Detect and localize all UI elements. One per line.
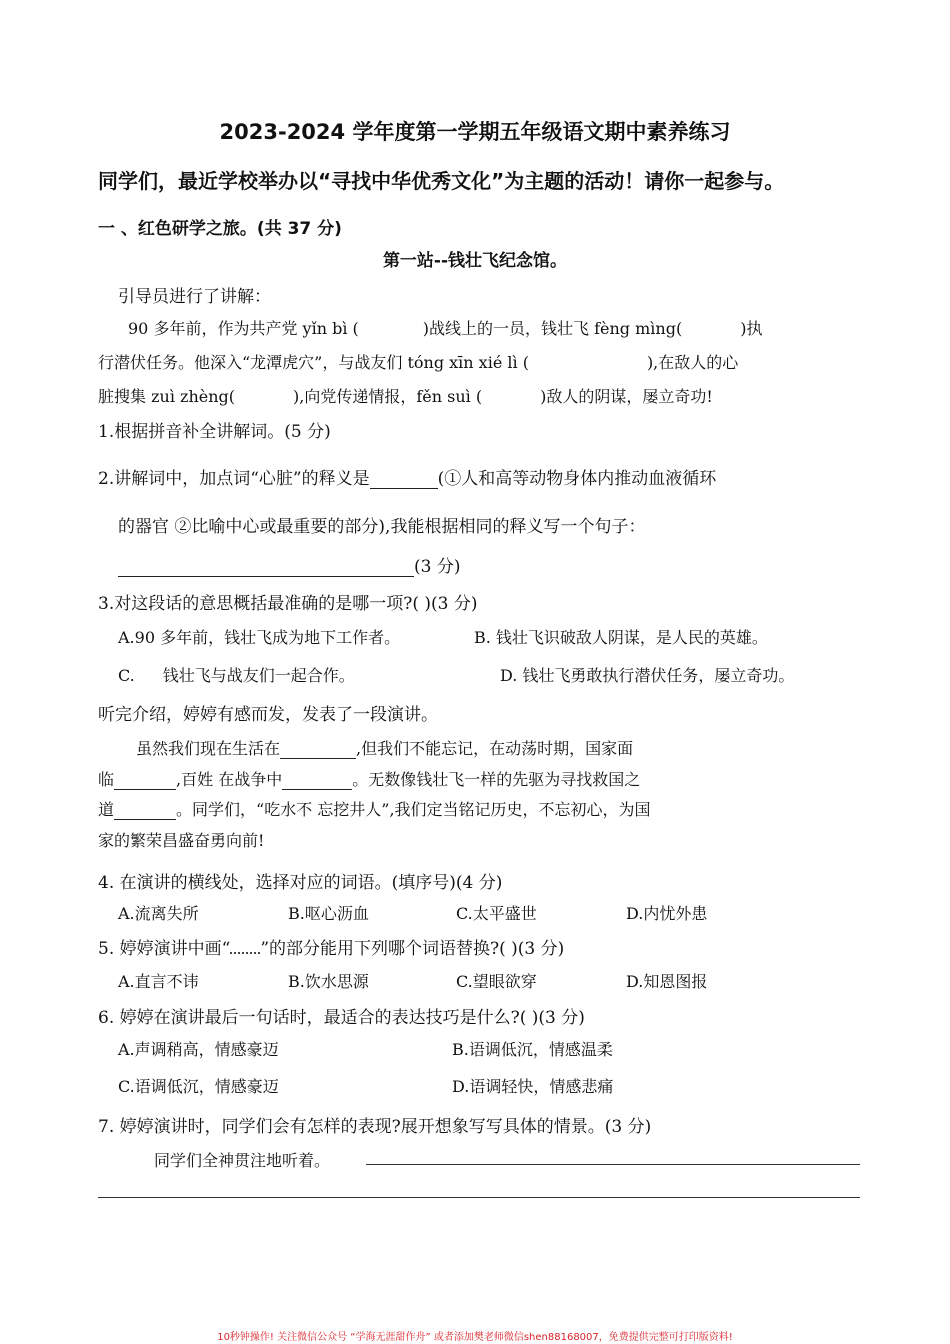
speech-line-1: 虽然我们现在生活在 ,但我们不能忘记，在动荡时期，国家面 xyxy=(136,739,634,758)
question-4: 4. 在演讲的横线处，选择对应的词语。(填序号)(4 分) xyxy=(98,873,503,893)
answer-line-1[interactable] xyxy=(366,1164,860,1165)
answer-line[interactable] xyxy=(118,558,414,577)
speech-blank-4[interactable] xyxy=(114,801,176,820)
answer-blank[interactable] xyxy=(370,470,438,489)
question-6: 6. 婷婷在演讲最后一句话时，最适合的表达技巧是什么?( )(3 分) xyxy=(98,1008,585,1028)
question-2-cont: 的器官 ②比喻中心或最重要的部分),我能根据相同的释义写一个句子： xyxy=(118,517,646,537)
q7-starter: 同学们全神贯注地听着。 xyxy=(154,1151,331,1170)
q3-option-b[interactable]: B. 钱壮飞识破敌人阴谋，是人民的英雄。 xyxy=(474,628,768,647)
q6-option-b[interactable]: B.语调低沉，情感温柔 xyxy=(452,1040,613,1059)
question-2-answer-line: (3 分) xyxy=(118,552,460,577)
q5-option-a[interactable]: A.直言不讳 xyxy=(118,972,199,991)
q5-option-d[interactable]: D.知恩图报 xyxy=(626,972,708,991)
after-talk-text: 听完介绍，婷婷有感而发，发表了一段演讲。 xyxy=(98,705,438,725)
station-title: 第一站--钱壮飞纪念馆。 xyxy=(382,251,568,271)
speech-line-4: 家的繁荣昌盛奋勇向前! xyxy=(98,831,265,850)
speech-blank-1[interactable] xyxy=(280,740,356,759)
question-7: 7. 婷婷演讲时，同学们会有怎样的表现?展开想象写写具体的情景。(3 分) xyxy=(98,1117,652,1137)
q4-option-b[interactable]: B.呕心沥血 xyxy=(288,904,369,923)
section-heading: 一 、红色研学之旅。(共 37 分) xyxy=(98,219,342,239)
speech-blank-3[interactable] xyxy=(282,771,352,790)
q4-option-c[interactable]: C.太平盛世 xyxy=(456,904,537,923)
q6-option-c[interactable]: C.语调低沉，情感豪迈 xyxy=(118,1077,279,1096)
question-3: 3.对这段话的意思概括最准确的是哪一项?( )(3 分) xyxy=(98,594,478,614)
passage-line-1: 90 多年前，作为共产党 yǐn bì ( )战线上的一员，钱壮飞 fèng mìng( )执 xyxy=(128,319,763,338)
q4-option-a[interactable]: A.流离失所 xyxy=(118,904,199,923)
intro-text: 同学们，最近学校举办以“寻找中华优秀文化”为主题的活动！请你一起参与。 xyxy=(98,169,785,193)
question-1: 1.根据拼音补全讲解词。(5 分) xyxy=(98,422,331,442)
passage-line-3: 脏搜集 zuì zhèng( ),向党传递情报，fěn suì ( )敌人的阴谋，屡立奇功! xyxy=(98,387,713,406)
speech-blank-2[interactable] xyxy=(114,771,176,790)
wavy-underline-sample xyxy=(230,938,260,954)
page-title: 2023-2024 学年度第一学期五年级语文期中素养练习 xyxy=(219,120,731,144)
speech-line-2: 临 ,百姓 在战争中 。无数像钱壮飞一样的先驱为寻找救国之 xyxy=(98,770,641,789)
q5-option-b[interactable]: B.饮水思源 xyxy=(288,972,369,991)
q3-option-a[interactable]: A.90 多年前，钱壮飞成为地下工作者。 xyxy=(118,628,401,647)
speech-line-3: 道 。同学们，“吃水不 忘挖井人”,我们定当铭记历史，不忘初心，为国 xyxy=(98,800,651,819)
q5-option-c[interactable]: C.望眼欲穿 xyxy=(456,972,537,991)
q6-option-d[interactable]: D.语调轻快，情感悲痛 xyxy=(452,1077,614,1096)
answer-line-2[interactable] xyxy=(98,1197,860,1198)
footer-notice: 10秒钟操作! 关注微信公众号 “学海无涯甜作舟” 或者添加樊老师微信shen88168007，免费提供完整可打印版资料! xyxy=(217,1332,733,1343)
question-2: 2.讲解词中，加点词“心脏”的释义是 (①人和高等动物身体内推动血液循环 xyxy=(98,469,717,489)
q3-option-c[interactable]: C. 钱壮飞与战友们一起合作。 xyxy=(118,666,355,685)
q3-option-d[interactable]: D. 钱壮飞勇敢执行潜伏任务，屡立奇功。 xyxy=(500,666,795,685)
guide-line: 引导员进行了讲解： xyxy=(118,287,271,307)
q4-option-d[interactable]: D.内忧外患 xyxy=(626,904,708,923)
question-5: 5. 婷婷演讲中画“ ”的部分能用下列哪个词语替换?( )(3 分) xyxy=(98,939,565,959)
q6-option-a[interactable]: A.声调稍高，情感豪迈 xyxy=(118,1040,279,1059)
passage-line-2: 行潜伏任务。他深入“龙潭虎穴”，与战友们 tóng xīn xié lì ( ),在敌人的心 xyxy=(98,353,739,372)
